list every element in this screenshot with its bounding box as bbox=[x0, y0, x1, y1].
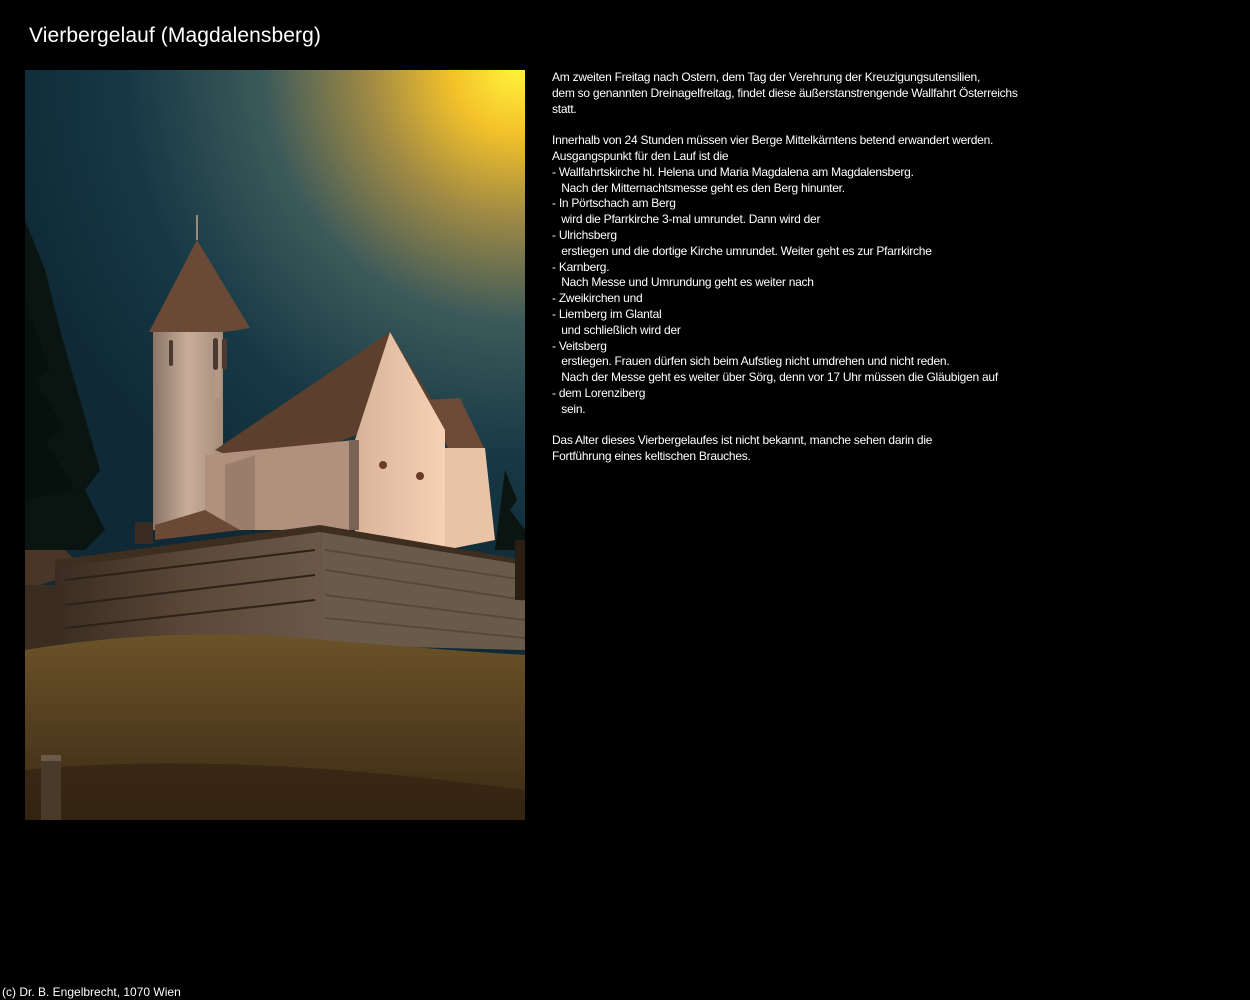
text-line: - dem Lorenziberg bbox=[552, 385, 646, 400]
text-line: wird die Pfarrkirche 3-mal umrundet. Dann wird der bbox=[552, 212, 821, 227]
text-line: Am zweiten Freitag nach Ostern, dem Tag der Verehrung der Kreuzigungsutensilien, bbox=[552, 70, 981, 84]
text-line: - Veitsberg bbox=[552, 338, 607, 353]
paragraph-history bbox=[552, 433, 1072, 465]
text-line: - Karnberg. bbox=[552, 259, 610, 274]
text-line: - Liemberg im Glantal bbox=[552, 306, 662, 321]
text-line: erstiegen. Frauen dürfen sich beim Aufstieg nicht umdrehen und nicht reden. bbox=[552, 354, 950, 369]
text-line: Nach der Messe geht es weiter über Sörg, denn vor 17 Uhr müssen die Gläubigen auf bbox=[552, 370, 998, 385]
text-line: statt. bbox=[552, 101, 577, 116]
text-line: Das Alter dieses Vierbergelaufes ist nicht bekannt, manche sehen darin die bbox=[552, 433, 933, 448]
paragraph-intro bbox=[552, 70, 1072, 117]
text-line: Nach der Mitternachtsmesse geht es den Berg hinunter. bbox=[552, 180, 845, 195]
text-line: dem so genannten Dreinagelfreitag, findet diese äußerstanstrengende Wallfahrt Österreichs bbox=[552, 85, 1018, 100]
church-photo[interactable] bbox=[25, 70, 525, 820]
description-text bbox=[552, 70, 1072, 481]
text-line: Fortführung eines keltischen Brauches. bbox=[552, 449, 751, 464]
text-line: - Zweikirchen und bbox=[552, 291, 643, 306]
text-line: - Wallfahrtskirche hl. Helena und Maria Magdalena am Magdalensberg. bbox=[552, 164, 914, 179]
text-line: sein. bbox=[552, 401, 586, 416]
paragraph-route bbox=[552, 133, 1072, 417]
text-line: - In Pörtschach am Berg bbox=[552, 196, 676, 211]
text-line: erstiegen und die dortige Kirche umrundet. Weiter geht es zur Pfarrkirche bbox=[552, 243, 932, 258]
text-line: Nach Messe und Umrundung geht es weiter nach bbox=[552, 275, 814, 290]
text-line: - Ulrichsberg bbox=[552, 227, 617, 242]
text-line: und schließlich wird der bbox=[552, 322, 681, 337]
fence-post bbox=[41, 755, 61, 820]
text-line: Ausgangspunkt für den Lauf ist die bbox=[552, 148, 729, 163]
text-line: Innerhalb von 24 Stunden müssen vier Berge Mittelkärntens betend erwandert werden. bbox=[552, 133, 994, 148]
page-title: Vierbergelauf (Magdalensberg) bbox=[29, 24, 322, 47]
copyright-footer: (c) Dr. B. Engelbrecht, 1070 Wien bbox=[2, 985, 181, 999]
